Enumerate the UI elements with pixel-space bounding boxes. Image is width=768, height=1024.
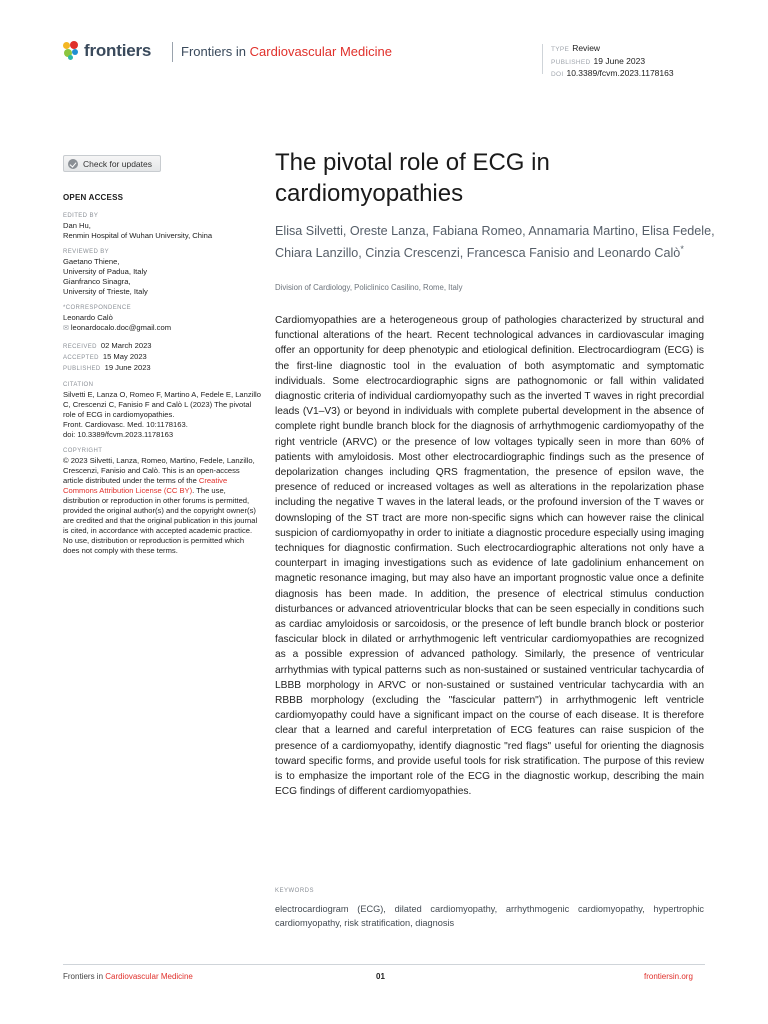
header-divider — [172, 42, 173, 62]
meta-doi-value[interactable]: 10.3389/fcvm.2023.1178163 — [566, 68, 674, 78]
accepted-date: 15 May 2023 — [102, 352, 147, 361]
correspondence-name: Leonardo Calò — [63, 313, 113, 322]
correspondence-email[interactable]: leonardocalo.doc@gmail.com — [70, 323, 172, 332]
check-for-updates-button[interactable] — [63, 155, 161, 172]
cc-by-license-link[interactable]: Creative Commons Attribution License (CC BY) — [63, 476, 228, 495]
edited-by-label: EDITED BY — [63, 213, 99, 219]
journal-prefix: Frontiers in — [181, 44, 247, 59]
copyright-text — [63, 456, 261, 556]
citation-journal: Front. Cardiovasc. Med. 10:1178163. — [63, 420, 188, 429]
article-meta — [551, 43, 674, 81]
footer-journal-prefix: Frontiers in — [63, 972, 104, 981]
citation-doi[interactable]: doi: 10.3389/fcvm.2023.1178163 — [63, 430, 174, 439]
reviewed-by-label: REVIEWED BY — [63, 249, 110, 255]
author-list — [275, 222, 715, 262]
article-title: The pivotal role of ECG in cardiomyopathies — [275, 149, 550, 207]
open-access-label: OPEN ACCESS — [63, 193, 124, 202]
meta-divider — [542, 44, 543, 74]
author-affiliation: Division of Cardiology, Policlinico Casilino, Rome, Italy — [275, 283, 463, 292]
footer-site-link[interactable]: frontiersin.org — [644, 972, 693, 981]
author-names: Elisa Silvetti, Oreste Lanza, Fabiana Romeo, Annamaria Martino, Elisa Fedele, Chiara Lanzillo, Cinzia Crescenzi, Francesca Fanisio and Leonardo Calò — [275, 224, 715, 261]
check-for-updates-label: Check for updates — [83, 158, 152, 169]
abstract-text: Cardiomyopathies are a heterogeneous group of pathologies characterized by structural and functional alterations of the heart. Recent technological advances in cardiovascular imaging offer an opportunity for deep phenotypic and etiological definition. Electrocardiogram (ECG) is the first-line diagnostic tool in the evaluation of both asymptomatic and symptomatic individuals. Some electrocardiographic signs are pathognomonic or fall within validated diagnostic criteria of individual cardiomyopathy such as the inverted T waves in right precordial leads (V1–V3) or beyond in individuals with complete pubertal development in the absence of complete right bundle branch block for the diagnosis of arrhythmogenic cardiomyopathy of the right ventricle (ARVC) or the presence of low voltages typically seen in more than 60% of patients with amyloidosis. Most other electrocardiographic findings such as the presence of depolarization changes including QRS fragmentation, the presence of epsilon wave, the presence of reduced or increased voltages as well as alterations in the repolarization phase including the negative T waves in the lateral leads, or the profound inversion of the T waves or downsloping of the ST tract are more non-specific signs which can however raise the clinical suspicion of cardiomyopathy in order to initiate a diagnostic procedure especially using imaging techniques for diagnostic confirmation. Such electrocardiographic alterations not only have a counterpart in imaging investigations such as evidence of late gadolinium enhancement on magnetic resonance imaging, but may also have an important prognostic value once a definite diagnosis has been made. In addition, the presence of electrical stimulus conduction disturbances or advanced atrioventricular blocks that can be seen especially in conditions such as cardiac amyloidosis or sarcoidosis, or the presence of left bundle branch block or posterior fascicular block in dilated or arrhythmogenic left ventricular cardiomyopathies are recognized as a possible expression of advanced pathology. Similarly, the presence of ventricular arrhythmias with typical patterns such as non-sustained or sustained ventricular tachycardia of LBBB morphology in ARVC or non-sustained or sustained ventricular tachycardia with an RBBB morphology (excluding the "fascicular pattern") in arrhythmogenic left ventricle cardiomyopathy could have a significant impact on the course of each disease. It is therefore clear that a learned and careful interpretation of ECG features can raise suspicion of the presence of a cardiomyopathy, identify diagnostic "red flags" useful for orienting the diagnosis toward specific forms, and provide useful tools for risk stratification. The purpose of this review is to emphasize the important role of the ECG in the diagnostic workup, describing the main ECG findings of different cardiomyopathies. — [275, 315, 704, 798]
correspondence-label: *CORRESPONDENCE — [63, 305, 132, 311]
citation-label: CITATION — [63, 382, 94, 388]
meta-doi-label: DOI — [551, 71, 564, 78]
footer-journal[interactable] — [63, 972, 193, 981]
accepted-label: ACCEPTED — [63, 355, 99, 361]
received-label: RECEIVED — [63, 344, 97, 350]
footer-divider — [63, 964, 705, 965]
brand-name: frontiers — [84, 41, 152, 60]
published-label: PUBLISHED — [63, 366, 101, 372]
copyright-text-start: © 2023 Silvetti, Lanza, Romeo, Martino, Fedele, Lanzillo, Crescenzi, Fanisio and Calò. This is an open-access article distributed under the terms of the — [63, 456, 255, 485]
keywords-text: electrocardiogram (ECG), dilated cardiomyopathy, arrhythmogenic cardiomyopathy, hypertrophic cardiomyopathy, risk stratification, diagnosis — [275, 904, 704, 928]
corresponding-author-mark: * — [680, 244, 684, 254]
reviewer-1-name: Gaetano Thiene, — [63, 257, 120, 266]
meta-published-value: 19 June 2023 — [593, 55, 646, 66]
journal-name: Cardiovascular Medicine — [249, 44, 392, 59]
reviewer-1-affiliation: University of Padua, Italy — [63, 267, 147, 276]
edited-by-name: Dan Hu, — [63, 221, 91, 230]
journal-title[interactable] — [181, 44, 392, 59]
meta-type-value: Review — [572, 43, 601, 53]
keywords-label: KEYWORDS — [275, 888, 315, 894]
meta-type-label: TYPE — [551, 46, 570, 53]
footer-journal-name: Cardiovascular Medicine — [105, 972, 193, 981]
article-sidebar — [63, 193, 261, 556]
received-date: 02 March 2023 — [100, 341, 152, 350]
reviewer-2-affiliation: University of Trieste, Italy — [63, 287, 148, 296]
edited-by-affiliation: Renmin Hospital of Wuhan University, China — [63, 231, 213, 240]
reviewer-2-name: Gianfranco Sinagra, — [63, 277, 131, 286]
email-icon: ✉ — [63, 325, 69, 332]
copyright-text-end: . The use, distribution or reproduction in other forums is permitted, provided the original author(s) and the copyright owner(s) are credited and that the original publication in this journal is cited, in accordance with accepted academic practice. No use, distribution or reproduction is permitted which does not comply with these terms. — [63, 486, 258, 555]
meta-published-label: PUBLISHED — [551, 58, 591, 66]
frontiers-logo[interactable] — [63, 40, 151, 62]
published-date: 19 June 2023 — [104, 363, 151, 372]
citation-text: Silvetti E, Lanza O, Romeo F, Martino A, Fedele E, Lanzillo C, Crescenzi C, Fanisio F and Calò L (2023) The pivotal role of ECG in cardiomyopathies. — [63, 390, 261, 419]
copyright-label: COPYRIGHT — [63, 448, 103, 454]
check-badge-icon — [68, 159, 78, 169]
page-number: 01 — [376, 972, 385, 981]
frontiers-logo-icon — [63, 41, 81, 61]
